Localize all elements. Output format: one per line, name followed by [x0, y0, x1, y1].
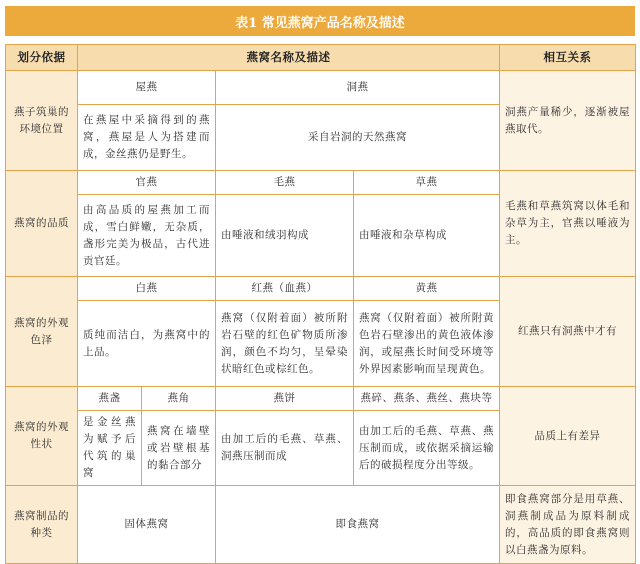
mao-desc: 由唾液和绒羽构成: [216, 195, 354, 277]
bing-desc: 由加工后的毛燕、草燕、洞燕压制而成: [216, 411, 354, 486]
color-basis: 燕窝的外观色泽: [6, 277, 78, 387]
zhan-name: 燕盏: [78, 387, 142, 411]
env-relation: 洞燕产量稀少，逐渐被屋燕取代。: [500, 71, 636, 171]
header-relation: 相互关系: [500, 45, 636, 71]
house-desc: 在燕屋中采摘得到的燕窝，燕屋是人为搭建而成，金丝燕仍是野生。: [78, 105, 216, 171]
solid-name: 固体燕窝: [78, 486, 216, 564]
guan-name: 官燕: [78, 171, 216, 195]
jiao-desc: 燕窝在墙壁或岩壁根基的黏合部分: [142, 411, 216, 486]
header-names: 燕窝名称及描述: [78, 45, 500, 71]
color-row-names: [6, 277, 636, 301]
house-name: 屋燕: [78, 71, 216, 105]
table-title: 表1 常见燕窝产品名称及描述: [5, 6, 635, 36]
yellow-desc: 燕窝（仅附着面）被所附黄色岩石壁渗出的黄色液体渗润，或屋燕长时间受环境等外界因素影响而呈现黄色。: [354, 301, 500, 387]
cao-name: 草燕: [354, 171, 500, 195]
sui-desc: 由加工后的毛燕、草燕、燕压制而成，或依据采摘运输后的破损程度分出等级。: [354, 411, 500, 486]
red-name: 红燕（血燕）: [216, 277, 354, 301]
quality-basis: 燕窝的品质: [6, 171, 78, 277]
shape-row-names: [6, 387, 636, 411]
white-desc: 质纯而洁白，为燕窝中的上品。: [78, 301, 216, 387]
jiao-name: 燕角: [142, 387, 216, 411]
yellow-name: 黄燕: [354, 277, 500, 301]
zhan-desc: 是金丝燕为赋予后代筑的巢窝: [78, 411, 142, 486]
cave-name: 洞燕: [216, 71, 500, 105]
shape-basis: 燕窝的外观性状: [6, 387, 78, 486]
env-basis: 燕子筑巢的环境位置: [6, 71, 78, 171]
cave-desc: 采自岩洞的天然燕窝: [216, 105, 500, 171]
header-basis: 划分依据: [6, 45, 78, 71]
shape-relation: 品质上有差异: [500, 387, 636, 486]
quality-row-names: [6, 171, 636, 195]
red-desc: 燕窝（仅附着面）被所附岩石壁的红色矿物质所渗润，颜色不均匀，呈晕染状暗红色或棕红色。: [216, 301, 354, 387]
env-row-names: [6, 71, 636, 105]
header-row: [6, 45, 636, 71]
sui-name: 燕碎、燕条、燕丝、燕块等: [354, 387, 500, 411]
product-relation: 即食燕窝部分是用草燕、洞燕制成品为原料制成的，高品质的即食燕窝则以白燕盏为原料。: [500, 486, 636, 564]
color-relation: 红燕只有洞燕中才有: [500, 277, 636, 387]
product-row: [6, 486, 636, 564]
mao-name: 毛燕: [216, 171, 354, 195]
bing-name: 燕饼: [216, 387, 354, 411]
product-basis: 燕窝制品的种类: [6, 486, 78, 564]
cao-desc: 由唾液和杂草构成: [354, 195, 500, 277]
guan-desc: 由高品质的屋燕加工而成，雪白鲜嫩，无杂质，盏形完美为极品，古代进贡官廷。: [78, 195, 216, 277]
bird-nest-table: [5, 44, 636, 564]
white-name: 白燕: [78, 277, 216, 301]
instant-name: 即食燕窝: [216, 486, 500, 564]
quality-relation: 毛燕和草燕筑窝以体毛和杂草为主，官燕以唾液为主。: [500, 171, 636, 277]
